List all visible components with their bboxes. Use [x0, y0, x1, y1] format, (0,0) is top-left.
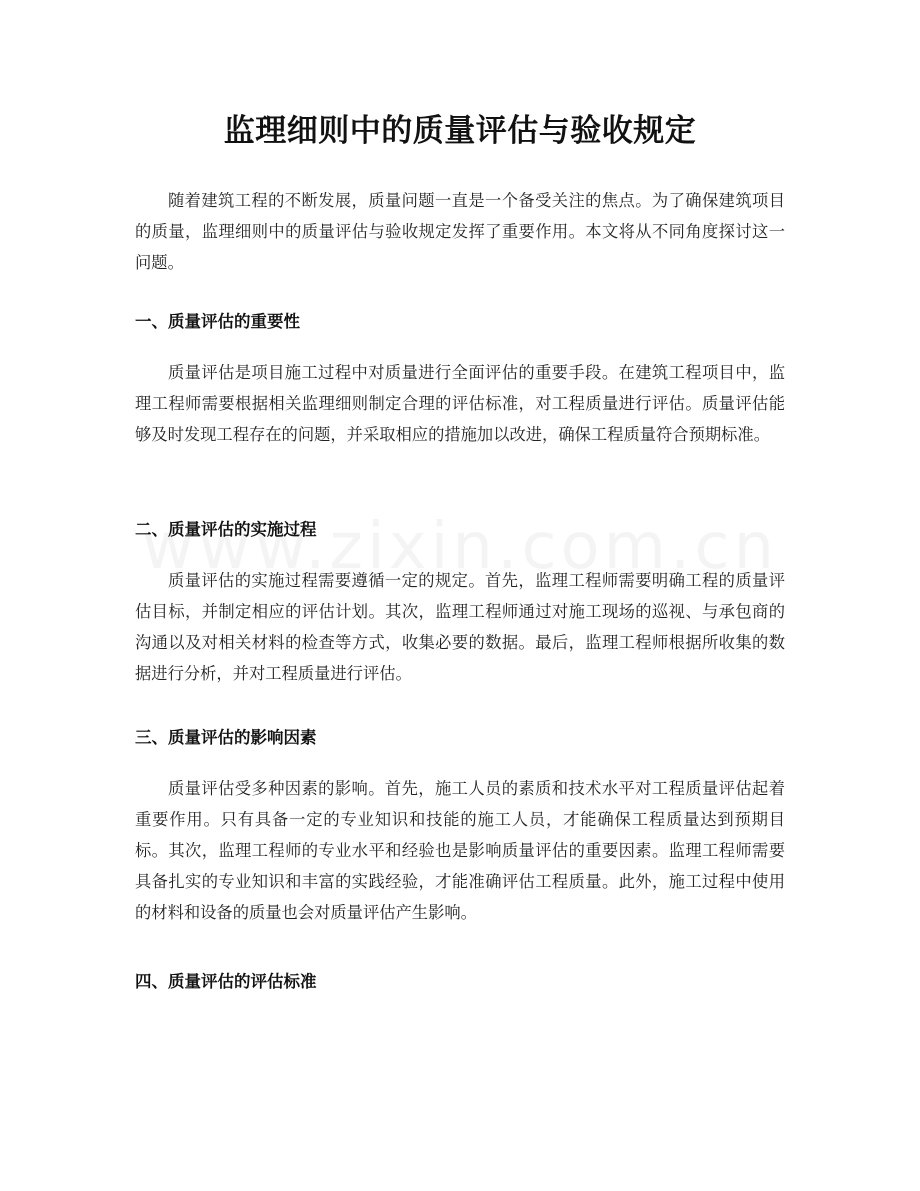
section-2-body: 质量评估的实施过程需要遵循一定的规定。首先，监理工程师需要明确工程的质量评估目标，并制定相应的评估计划。其次，监理工程师通过对施工现场的巡视、与承包商的沟通以及对相关材料的检查等方式，收集必要的数据。最后，监理工程师根据所收集的数据进行分析，并对工程质量进行评估。	[135, 571, 785, 683]
section-2-heading: 二、质量评估的实施过程	[135, 520, 317, 539]
intro-paragraph: 随着建筑工程的不断发展，质量问题一直是一个备受关注的焦点。为了确保建筑项目的质量，监理细则中的质量评估与验收规定发挥了重要作用。本文将从不同角度探讨这一问题。	[135, 191, 785, 272]
section-3-body: 质量评估受多种因素的影响。首先，施工人员的素质和技术水平对工程质量评估起着重要作用。只有具备一定的专业知识和技能的施工人员，才能确保工程质量达到预期目标。其次，监理工程师的专业水平和经验也是影响质量评估的重要因素。监理工程师需要具备扎实的专业知识和丰富的实践经验，才能准确评估工程质量。此外，施工过程中使用的材料和设备的质量也会对质量评估产生影响。	[135, 779, 785, 922]
document-title: 监理细则中的质量评估与验收规定	[223, 113, 697, 149]
section-1-heading: 一、质量评估的重要性	[135, 312, 300, 331]
section-3-heading: 三、质量评估的影响因素	[135, 728, 317, 747]
section-1-body: 质量评估是项目施工过程中对质量进行全面评估的重要手段。在建筑工程项目中，监理工程师需要根据相关监理细则制定合理的评估标准，对工程质量进行评估。质量评估能够及时发现工程存在的问题，并采取相应的措施加以改进，确保工程质量符合预期标准。	[135, 363, 785, 444]
section-4-heading: 四、质量评估的评估标准	[135, 972, 317, 991]
